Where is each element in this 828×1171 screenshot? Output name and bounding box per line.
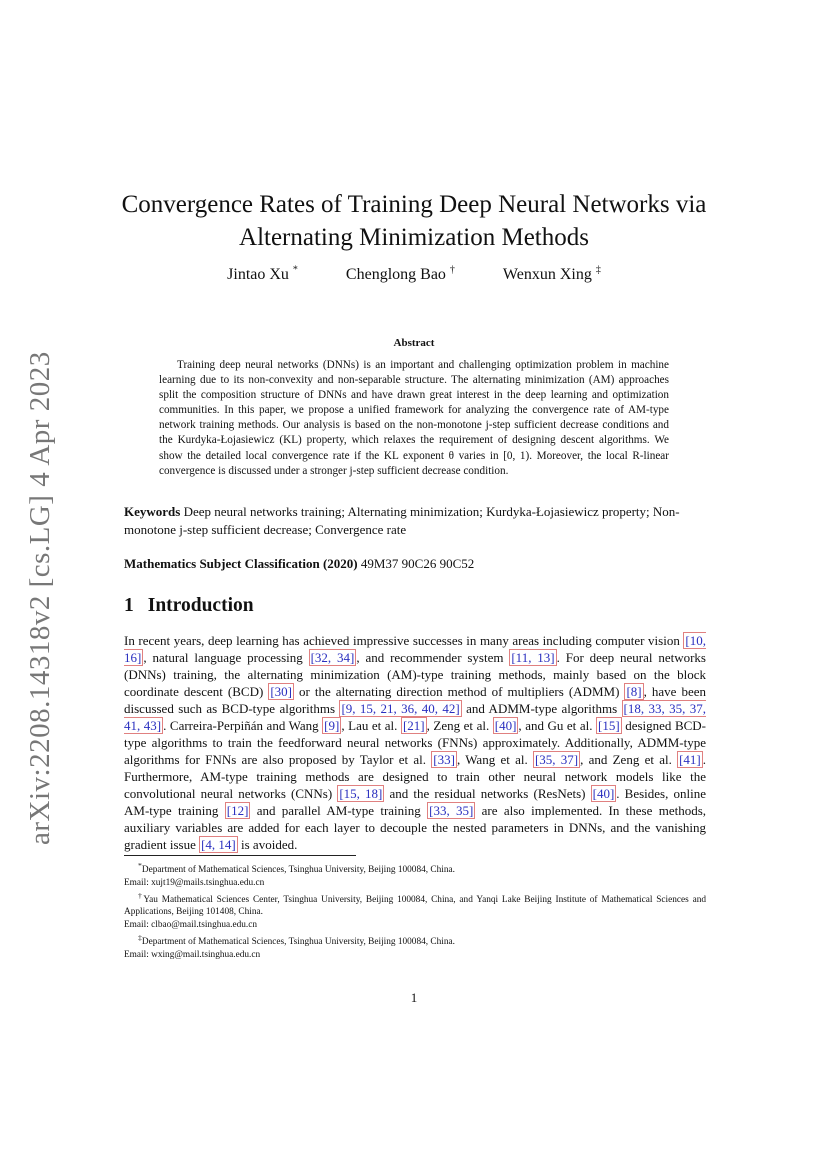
msc-label: Mathematics Subject Classification (2020): [124, 556, 358, 571]
footnote-email: Email: xujt19@mails.tsinghua.edu.cn: [124, 877, 265, 888]
text-run: . Carreira-Perpiñán and Wang: [163, 718, 323, 733]
footnote-email: Email: wxing@mail.tsinghua.edu.cn: [124, 949, 261, 960]
citation-link[interactable]: [9]: [324, 718, 340, 733]
footnote-email: Email: clbao@mail.tsinghua.edu.cn: [124, 920, 258, 930]
author-footnote-mark[interactable]: ‡: [595, 264, 601, 276]
footnote-affiliation: [124, 890, 706, 920]
citation-link[interactable]: [40]: [592, 786, 615, 801]
abstract-text: Training deep neural networks (DNNs) is an important and challenging optimization problem in machine learning due to its non-convexity and non-separable structure. The alternating minimization (AM) approaches split the composition structure of DNNs and have drawn great interest in the deep learning and optimization communities. In this paper, we propose a unified framework for analyzing the convergence rate of AM-type network training methods. Our analysis is based on the non-monotone j-step sufficient decrease conditions and the Kurdyka-Łojasiewicz (KL) property, which relaxes the requirement of designing descent algorithms. We show the detailed local convergence rate if the KL exponent θ varies in [0, 1). Moreover, the local R-linear convergence is discussed under a stronger j-step sufficient decrease condition.: [159, 359, 669, 477]
author-name: Jintao Xu: [227, 266, 289, 283]
keywords-text: Deep neural networks training; Alternating minimization; Kurdyka-Łojasiewicz property; Non-monotone j-step sufficient decrease; Convergence rate: [124, 504, 680, 537]
citation-link[interactable]: [35, 37]: [534, 752, 579, 767]
text-run: , Zeng et al.: [426, 718, 493, 733]
footnote-affiliation: [124, 860, 706, 877]
introduction-paragraph: [124, 632, 706, 853]
text-run: and parallel AM-type training: [250, 803, 428, 818]
section-number: 1: [124, 595, 134, 616]
title-line-1: Convergence Rates of Training Deep Neural Networks via: [121, 191, 707, 218]
author-footnote-mark[interactable]: †: [449, 264, 455, 276]
text-run: , and Gu et al.: [518, 718, 596, 733]
text-run: , natural language processing: [143, 650, 309, 665]
author-3: [503, 266, 601, 284]
title-line-2: Alternating Minimization Methods: [239, 224, 589, 251]
text-run: is avoided.: [237, 837, 298, 852]
footnote-text: Yau Mathematical Sciences Center, Tsinghua University, Beijing 100084, China, and Yanqi Lake Beijing Institute of Mathematical Sciences and Applications, Beijing 101408, China.: [124, 894, 706, 918]
msc-classification: [124, 556, 705, 572]
footnote-mark: *: [138, 861, 142, 870]
keywords-label: Keywords: [124, 504, 181, 519]
section-title: Introduction: [147, 595, 254, 616]
citation-link[interactable]: [40]: [494, 718, 517, 733]
text-run: , Wang et al.: [456, 752, 533, 767]
citation-link[interactable]: [30]: [270, 684, 292, 699]
text-run: and the residual networks (ResNets): [384, 786, 591, 801]
footnote-mark: ‡: [138, 932, 142, 942]
citation-link[interactable]: [11, 13]: [511, 650, 555, 665]
text-run: , Lau et al.: [341, 718, 401, 733]
author-name: Wenxun Xing: [502, 266, 592, 283]
text-run: . Besides, online AM-type training: [124, 786, 706, 818]
citation-link[interactable]: [4, 14]: [201, 837, 236, 852]
author-name: Chenglong Bao: [345, 266, 446, 283]
text-run: In recent years, deep learning has achieved impressive successes in many areas including computer vision: [124, 633, 684, 648]
footnotes: [124, 860, 706, 961]
paper-title: [100, 188, 728, 254]
citation-link[interactable]: [32, 34]: [310, 650, 355, 665]
page-number: 1: [410, 990, 418, 1005]
msc-codes: 49M37 90C26 90C52: [360, 556, 475, 571]
arxiv-identifier: arXiv:2208.14318v2 [cs.LG] 4 Apr 2023: [24, 351, 56, 845]
text-run: . For deep neural networks (DNNs) training, the alternating minimization (AM)-type training methods, mainly based on the block coordinate descent (BCD): [124, 650, 706, 699]
footnote-text: Department of Mathematical Sciences, Tsinghua University, Beijing 100084, China.: [141, 865, 455, 876]
text-run: and ADMM-type algorithms: [461, 701, 622, 716]
author-footnote-mark[interactable]: *: [292, 264, 298, 276]
abstract-heading: Abstract: [393, 337, 435, 349]
text-run: , and recommender system: [356, 650, 510, 665]
section-heading: [124, 595, 254, 617]
text-run: . Furthermore, AM-type training methods are designed to train other neural network models like the convolutional neural networks (CNNs): [124, 752, 706, 801]
text-run: , and Zeng et al.: [580, 752, 678, 767]
footnote-text: Department of Mathematical Sciences, Tsinghua University, Beijing 100084, China.: [141, 936, 455, 947]
citation-link[interactable]: [15, 18]: [339, 786, 383, 801]
footnote-mark: †: [138, 890, 144, 900]
citation-link[interactable]: [9, 15, 21, 36, 40, 42]: [341, 701, 460, 716]
citation-link[interactable]: [18, 33, 35, 37, 41, 43]: [124, 701, 706, 733]
citation-link[interactable]: [41]: [679, 752, 701, 767]
citation-link[interactable]: [33, 35]: [429, 803, 474, 818]
citation-link[interactable]: [8]: [626, 684, 642, 699]
citation-link[interactable]: [12]: [226, 803, 249, 818]
text-run: are also implemented. In these methods, auxiliary variables are added for each layer to decouple the nested parameters in DNNs, and the vanishing gradient issue: [124, 803, 707, 852]
footnote-divider: [124, 855, 356, 856]
citation-link[interactable]: [21]: [402, 718, 425, 733]
text-run: , have been discussed such as BCD-type algorithms: [124, 684, 706, 716]
keywords: [124, 503, 705, 539]
text-run: or the alternating direction method of multipliers (ADMM): [293, 684, 625, 699]
author-list: [123, 266, 705, 284]
citation-link[interactable]: [15]: [598, 718, 620, 733]
text-run: designed BCD-type algorithms to train the feedforward neural networks (FNNs) approximately. Additionally, ADMM-type algorithms for FNNs are also proposed by Taylor et al.: [124, 718, 707, 767]
author-1: [227, 266, 298, 284]
citation-link[interactable]: [33]: [433, 752, 455, 767]
citation-link[interactable]: [10, 16]: [124, 633, 706, 665]
author-2: [346, 266, 455, 284]
footnote-affiliation: [124, 932, 706, 949]
